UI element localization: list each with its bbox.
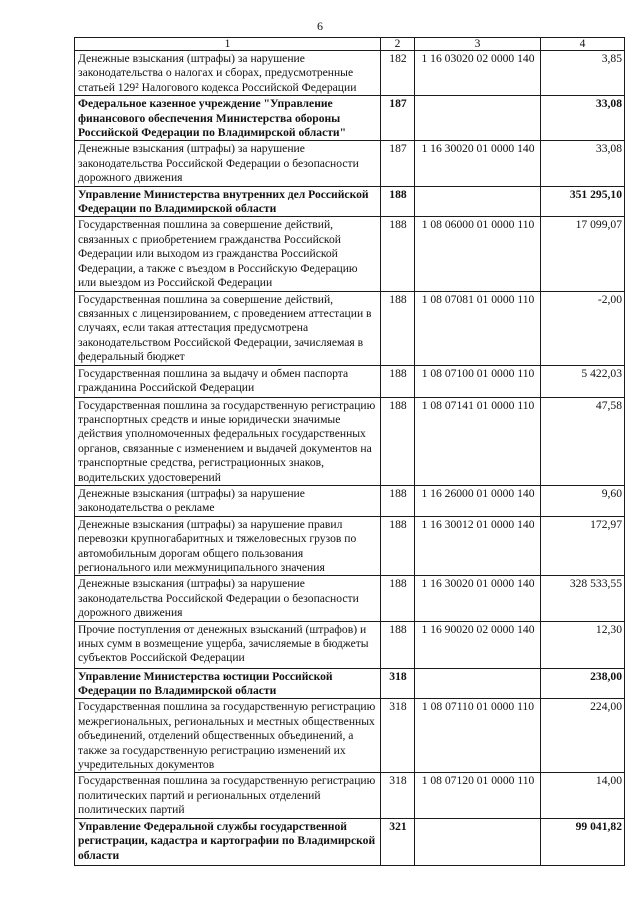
revenue-table (74, 37, 625, 866)
cell-admin-code: 188 (381, 621, 415, 668)
cell-name: Государственная пошлина за выдачу и обмен паспорта гражданина Российской Федерации (75, 365, 381, 397)
cell-admin-code: 188 (381, 365, 415, 397)
table-row (75, 397, 625, 485)
cell-budget-code: 1 08 07120 01 0000 110 (415, 773, 541, 818)
cell-amount: 172,97 (541, 516, 625, 576)
table-row (75, 51, 625, 96)
cell-admin-code: 321 (381, 818, 415, 865)
cell-name: Федеральное казенное учреждение "Управление финансового обеспечения Министерства обороны Российской Федерации по Владимирской области" (75, 96, 381, 141)
cell-budget-code (415, 818, 541, 865)
cell-name: Денежные взыскания (штрафы) за нарушение правил перевозки крупногабаритных и тяжеловесных грузов по автомобильным дорогам общего пользования регионального или межмуниципального значения (75, 516, 381, 576)
cell-budget-code: 1 16 03020 02 0000 140 (415, 51, 541, 96)
cell-admin-code: 182 (381, 51, 415, 96)
page-number: 6 (317, 19, 323, 33)
cell-amount: 14,00 (541, 773, 625, 818)
cell-name: Государственная пошлина за государственную регистрацию политических партий и региональных отделений политических партий (75, 773, 381, 818)
cell-name: Государственная пошлина за совершение действий, связанных с лицензированием, с проведением аттестации в случаях, если такая аттестация предусмотрена законодательством Российской Федерации, зачисляемая в федеральный бюджет (75, 291, 381, 365)
cell-amount: 33,08 (541, 141, 625, 186)
table-row (75, 291, 625, 365)
cell-amount: 328 533,55 (541, 576, 625, 621)
cell-admin-code: 188 (381, 397, 415, 485)
cell-name: Управление Министерства юстиции Российской Федерации по Владимирской области (75, 668, 381, 699)
cell-name: Государственная пошлина за государственную регистрацию межрегиональных, региональных и местных общественных объединений, отделений общественных объединений, а также за государственную регистрацию изменений их учредительных документов (75, 699, 381, 773)
cell-budget-code: 1 16 90020 02 0000 140 (415, 621, 541, 668)
table-row-department (75, 818, 625, 865)
cell-amount: 238,00 (541, 668, 625, 699)
table-row (75, 365, 625, 397)
cell-budget-code: 1 08 06000 01 0000 110 (415, 217, 541, 291)
cell-name: Денежные взыскания (штрафы) за нарушение законодательства о налогах и сборах, предусмотренные статьей 129² Налогового кодекса Российской Федерации (75, 51, 381, 96)
cell-amount: 9,60 (541, 485, 625, 516)
table-row (75, 621, 625, 668)
cell-amount: 224,00 (541, 699, 625, 773)
table-header-row (75, 38, 625, 51)
cell-amount: -2,00 (541, 291, 625, 365)
cell-admin-code: 318 (381, 668, 415, 699)
header-col-2: 2 (381, 38, 415, 51)
table-row (75, 141, 625, 186)
table-body (75, 51, 625, 866)
cell-admin-code: 187 (381, 96, 415, 141)
cell-budget-code: 1 08 07110 01 0000 110 (415, 699, 541, 773)
cell-amount: 17 099,07 (541, 217, 625, 291)
header-col-1: 1 (75, 38, 381, 51)
cell-amount: 3,85 (541, 51, 625, 96)
cell-name: Государственная пошлина за совершение действий, связанных с приобретением гражданства Российской Федерации или выходом из гражданства Российской Федерации, а также с въездом в Российскую Федерацию или выездом из Российской Федерации (75, 217, 381, 291)
cell-budget-code (415, 186, 541, 217)
cell-amount: 99 041,82 (541, 818, 625, 865)
cell-admin-code: 318 (381, 699, 415, 773)
cell-name: Денежные взыскания (штрафы) за нарушение законодательства Российской Федерации о безопасности дорожного движения (75, 141, 381, 186)
cell-budget-code: 1 16 26000 01 0000 140 (415, 485, 541, 516)
cell-amount: 47,58 (541, 397, 625, 485)
cell-budget-code: 1 16 30012 01 0000 140 (415, 516, 541, 576)
table-row (75, 516, 625, 576)
table-row-department (75, 96, 625, 141)
table-row (75, 485, 625, 516)
table-row-department (75, 186, 625, 217)
header-col-4: 4 (541, 38, 625, 51)
table-row (75, 217, 625, 291)
cell-name: Денежные взыскания (штрафы) за нарушение законодательства Российской Федерации о безопасности дорожного движения (75, 576, 381, 621)
cell-admin-code: 318 (381, 773, 415, 818)
cell-name: Управление Министерства внутренних дел Российской Федерации по Владимирской области (75, 186, 381, 217)
table-row-department (75, 668, 625, 699)
cell-name: Государственная пошлина за государственную регистрацию транспортных средств и иные юридически значимые действия уполномоченных федеральных государственных органов, связанные с изменением и выдачей документов на транспортные средства, регистрационных знаков, водительских удостоверений (75, 397, 381, 485)
cell-name: Денежные взыскания (штрафы) за нарушение законодательства о рекламе (75, 485, 381, 516)
cell-name: Управление Федеральной службы государственной регистрации, кадастра и картографии по Владимирской области (75, 818, 381, 865)
table-row (75, 576, 625, 621)
cell-admin-code: 188 (381, 186, 415, 217)
cell-amount: 5 422,03 (541, 365, 625, 397)
cell-admin-code: 188 (381, 485, 415, 516)
cell-amount: 33,08 (541, 96, 625, 141)
cell-budget-code: 1 16 30020 01 0000 140 (415, 141, 541, 186)
cell-name: Прочие поступления от денежных взысканий (штрафов) и иных сумм в возмещение ущерба, зачисляемые в бюджеты субъектов Российской Федерации (75, 621, 381, 668)
cell-budget-code (415, 668, 541, 699)
cell-budget-code: 1 16 30020 01 0000 140 (415, 576, 541, 621)
cell-budget-code: 1 08 07081 01 0000 110 (415, 291, 541, 365)
header-col-3: 3 (415, 38, 541, 51)
table-row (75, 699, 625, 773)
cell-amount: 12,30 (541, 621, 625, 668)
cell-amount: 351 295,10 (541, 186, 625, 217)
cell-admin-code: 187 (381, 141, 415, 186)
cell-admin-code: 188 (381, 516, 415, 576)
cell-admin-code: 188 (381, 576, 415, 621)
cell-budget-code: 1 08 07100 01 0000 110 (415, 365, 541, 397)
cell-admin-code: 188 (381, 217, 415, 291)
cell-budget-code (415, 96, 541, 141)
cell-admin-code: 188 (381, 291, 415, 365)
table-row (75, 773, 625, 818)
cell-budget-code: 1 08 07141 01 0000 110 (415, 397, 541, 485)
